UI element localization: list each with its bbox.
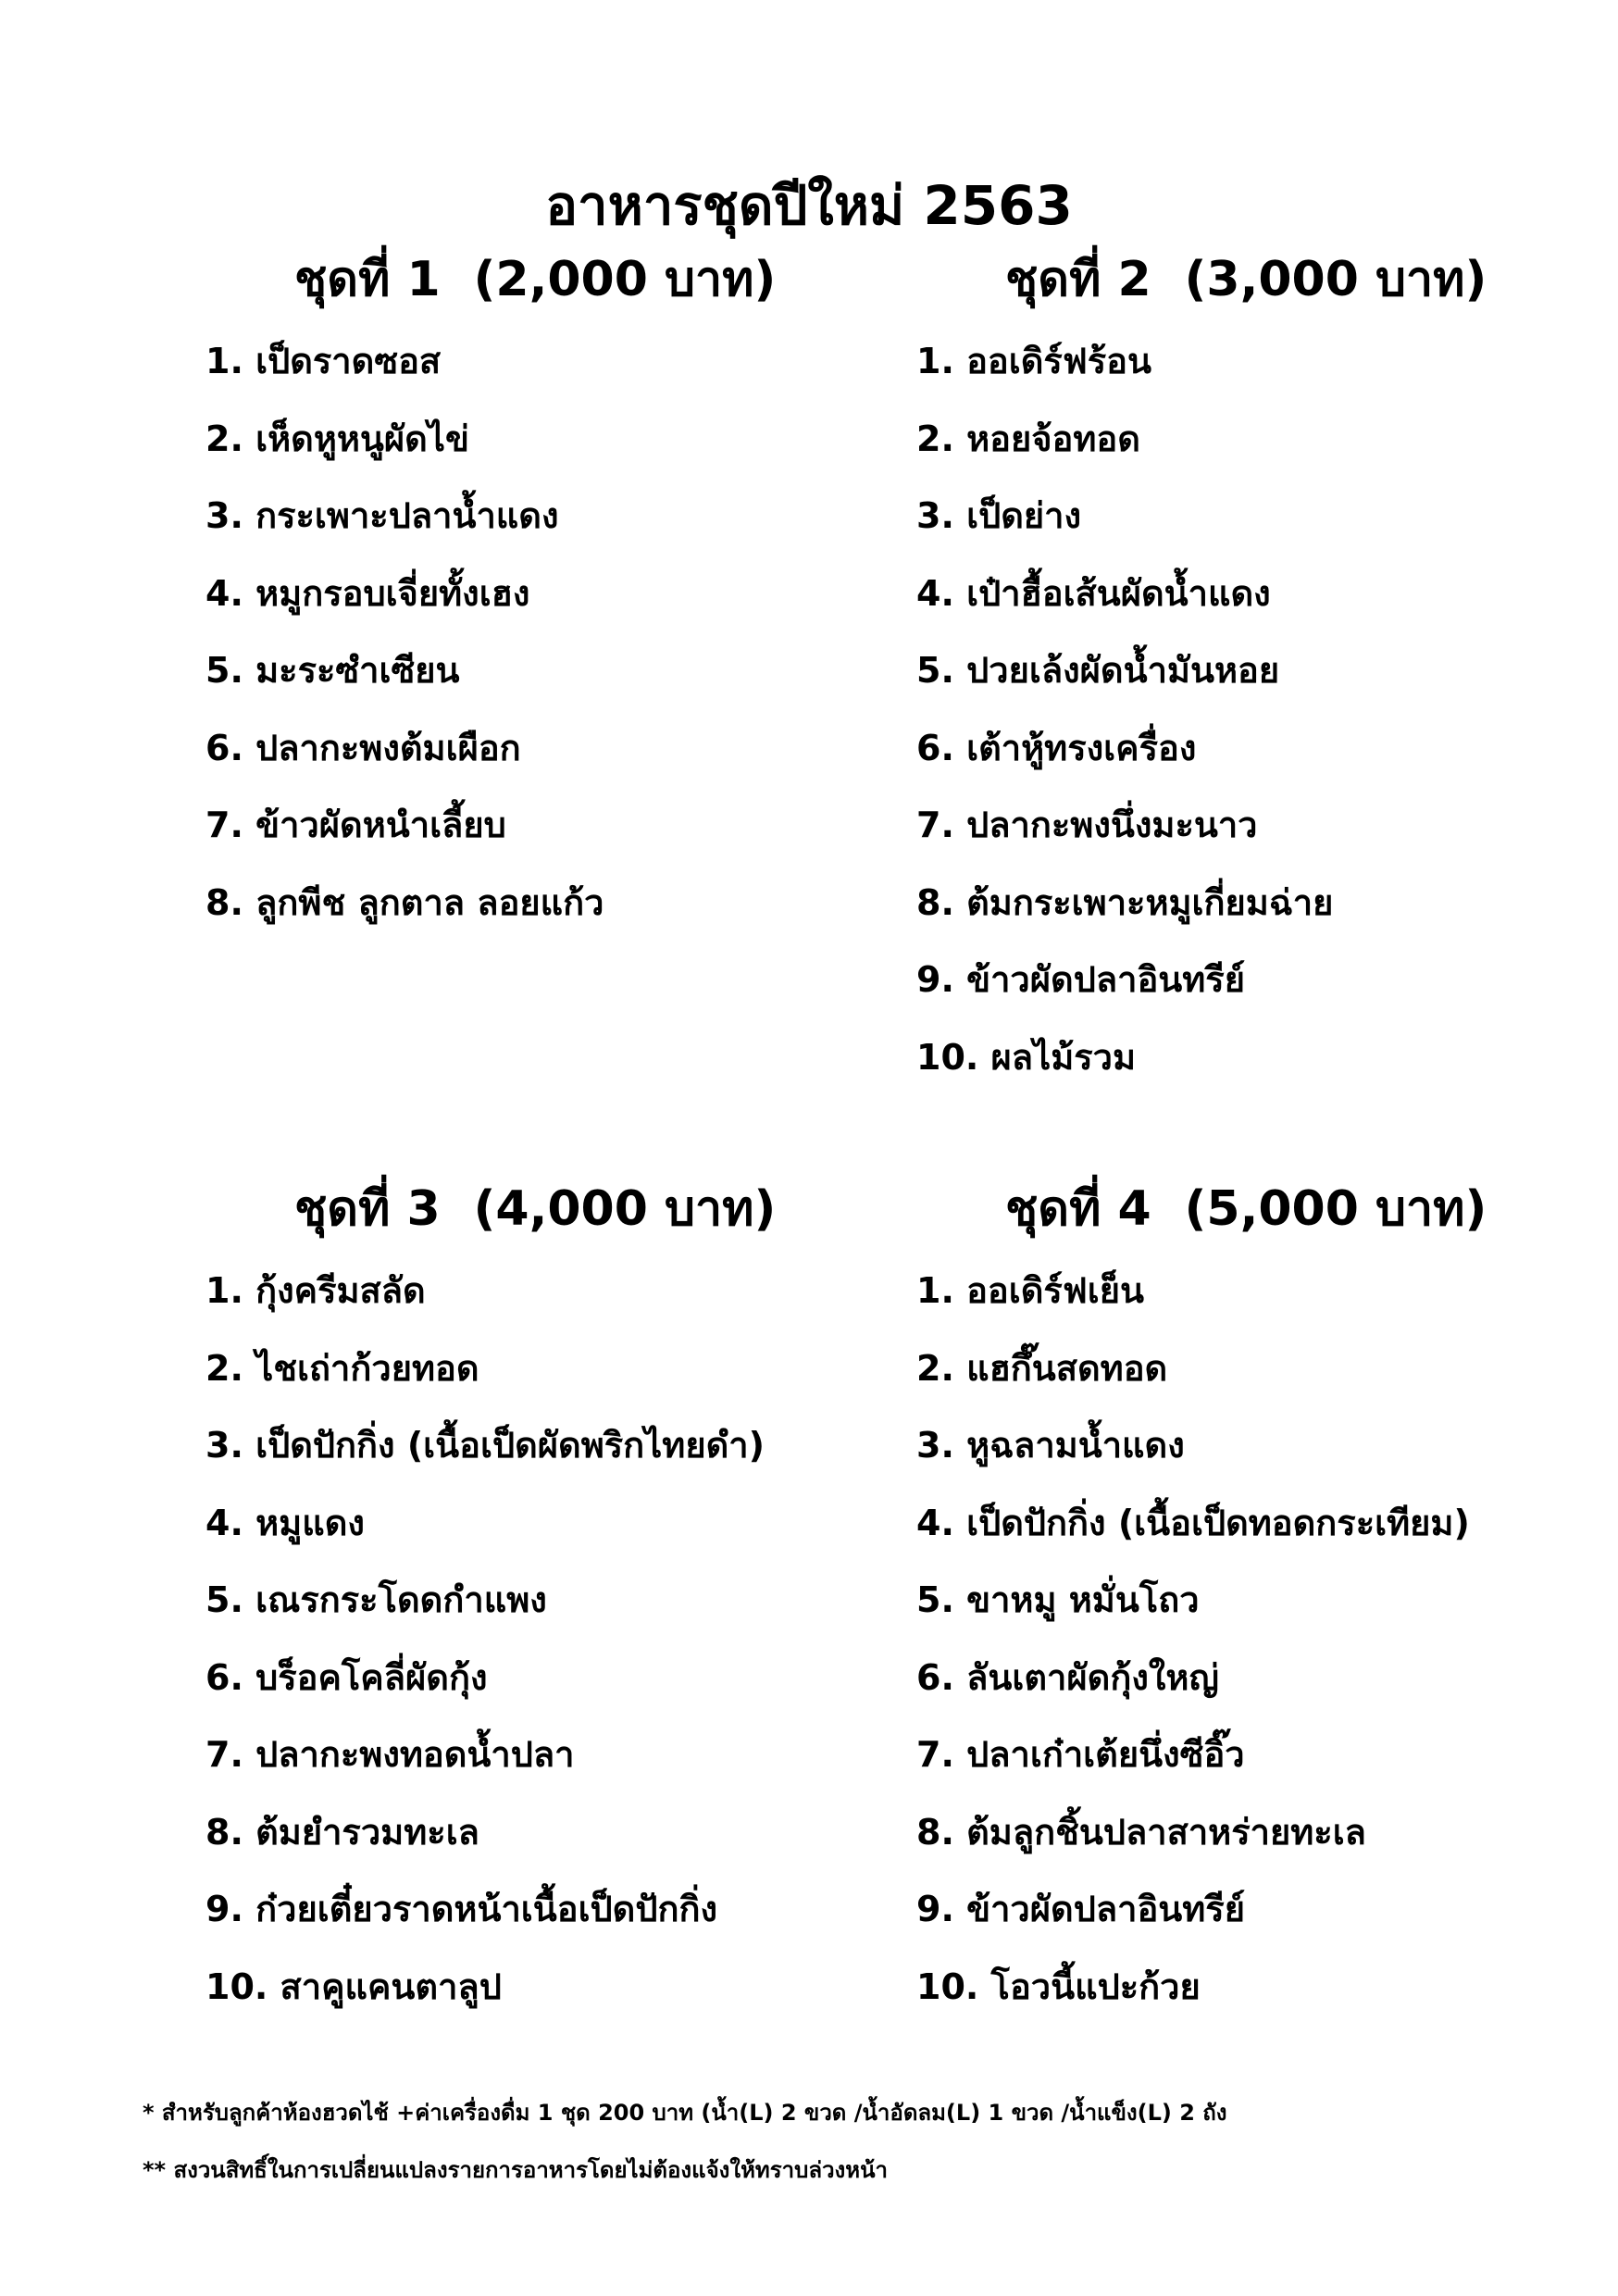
set-1-heading bbox=[294, 243, 776, 317]
footnotes bbox=[143, 2094, 1494, 2209]
menu-item: 1. ออเดิร์ฟร้อน bbox=[916, 341, 1151, 381]
menu-item: 5. ขาหมู หมั่นโถว bbox=[916, 1579, 1200, 1620]
set-4-price: (5,000 บาท) bbox=[1184, 1181, 1487, 1237]
menu-item: 3. เป็ดปักกิ่ง (เนื้อเป็ดผัดพริกไทยดำ) bbox=[205, 1425, 765, 1466]
menu-item: 4. เป็ดปักกิ่ง (เนื้อเป็ดทอดกระเทียม) bbox=[916, 1502, 1470, 1543]
menu-item: 5. ปวยเล้งผัดน้ำมันหอย bbox=[916, 650, 1280, 691]
set-4-name: ชุดที่ 4 bbox=[1005, 1181, 1151, 1237]
menu-item: 6. ลันเตาผัดกุ้งใหญ่ bbox=[916, 1656, 1219, 1698]
set-3-menu bbox=[205, 1172, 776, 2036]
menu-item: 2. เห็ดหูหนูผัดไข่ bbox=[205, 418, 469, 459]
menu-item: 9. ก๋วยเตี๋ยวราดหน้าเนื้อเป็ดปักกิ่ง bbox=[205, 1889, 718, 1929]
set-2-item-list bbox=[916, 333, 1487, 1106]
menu-item: 10. สาคูแคนตาลูป bbox=[205, 1965, 502, 2007]
menu-item: 8. ลูกพีช ลูกตาล ลอยแก้ว bbox=[205, 881, 604, 923]
set-4-item-list bbox=[916, 1263, 1487, 2036]
set-3-item-list bbox=[205, 1263, 776, 2036]
menu-item: 8. ต้มยำรวมทะเล bbox=[205, 1811, 479, 1853]
menu-item: 1. เป็ดราดซอส bbox=[205, 341, 442, 381]
menu-item: 7. ปลากะพงนึ่งมะนาว bbox=[916, 805, 1258, 845]
set-2-heading bbox=[1005, 243, 1487, 317]
menu-item: 8. ต้มลูกชิ้นปลาสาหร่ายทะเล bbox=[916, 1811, 1366, 1853]
menu-item: 4. หมูกรอบเจี่ยทั้งเฮง bbox=[205, 572, 530, 614]
menu-item: 6. ปลากะพงต้มเผือก bbox=[205, 727, 521, 768]
menu-item: 1. กุ้งครีมสลัด bbox=[205, 1270, 426, 1311]
menu-item: 2. ไชเถ่าก้วยทอด bbox=[205, 1347, 479, 1389]
set-4-heading bbox=[1005, 1172, 1487, 1246]
set-2-name: ชุดที่ 2 bbox=[1005, 252, 1151, 307]
set-1-menu bbox=[205, 243, 776, 952]
menu-item: 5. เณรกระโดดกำแพง bbox=[205, 1579, 547, 1620]
menu-item: 9. ข้าวผัดปลาอินทรีย์ bbox=[916, 1889, 1245, 1929]
menu-item: 7. ข้าวผัดหนำเลี้ยบ bbox=[205, 805, 506, 845]
page-title: อาหารชุดปีใหม่ 2563 bbox=[545, 173, 1073, 237]
menu-item: 7. ปลาเก๋าเต้ยนึ่งซีอิ๊ว bbox=[916, 1734, 1245, 1775]
set-3-heading bbox=[294, 1172, 776, 1246]
menu-item: 6. เต้าหู้ทรงเครื่อง bbox=[916, 727, 1197, 768]
set-1-item-list bbox=[205, 333, 776, 952]
menu-item: 10. ผลไม้รวม bbox=[916, 1036, 1137, 1078]
set-1-name: ชุดที่ 1 bbox=[294, 252, 441, 307]
menu-item: 3. กระเพาะปลาน้ำแดง bbox=[205, 495, 559, 536]
set-4-menu bbox=[916, 1172, 1487, 2036]
set-3-price: (4,000 บาท) bbox=[473, 1181, 777, 1237]
disclaimer-footnote: ** สงวนสิทธิ์ในการเปลี่ยนแปลงรายการอาหารโดยไม่ต้องแจ้งให้ทราบล่วงหน้า bbox=[143, 2157, 888, 2183]
menu-item: 2. หอยจ้อทอด bbox=[916, 418, 1140, 459]
menu-item: 9. ข้าวผัดปลาอินทรีย์ bbox=[916, 959, 1245, 1000]
menu-item: 2. แฮกึ๊นสดทอด bbox=[916, 1347, 1168, 1389]
menu-item: 10. โอวนี้แปะก้วย bbox=[916, 1965, 1201, 2007]
menu-item: 5. มะระซำเซียน bbox=[205, 650, 460, 691]
menu-item: 4. หมูแดง bbox=[205, 1502, 365, 1543]
menu-item: 3. หูฉลามน้ำแดง bbox=[916, 1425, 1185, 1466]
set-1-price: (2,000 บาท) bbox=[473, 252, 777, 307]
menu-item: 1. ออเดิร์ฟเย็น bbox=[916, 1270, 1144, 1311]
set-2-price: (3,000 บาท) bbox=[1184, 252, 1487, 307]
menu-item: 6. บร็อคโคลี่ผัดกุ้ง bbox=[205, 1656, 488, 1698]
menu-item: 7. ปลากะพงทอดน้ำปลา bbox=[205, 1734, 575, 1775]
set-2-menu bbox=[916, 243, 1487, 1106]
drinks-footnote: * สำหรับลูกค้าห้องฮวดไช้ +ค่าเครื่องดื่ม 1 ชุด 200 บาท (น้ำ(L) 2 ขวด /น้ำอัดลม(L) 1 ขวด /น้ำแข็ง(L) 2 ถัง bbox=[143, 2100, 1227, 2126]
set-3-name: ชุดที่ 3 bbox=[294, 1181, 441, 1237]
menu-item: 3. เป็ดย่าง bbox=[916, 495, 1082, 536]
menu-item: 8. ต้มกระเพาะหมูเกี่ยมฉ่าย bbox=[916, 881, 1334, 923]
menu-item: 4. เป๋าฮื้อเส้นผัดน้ำแดง bbox=[916, 572, 1271, 614]
